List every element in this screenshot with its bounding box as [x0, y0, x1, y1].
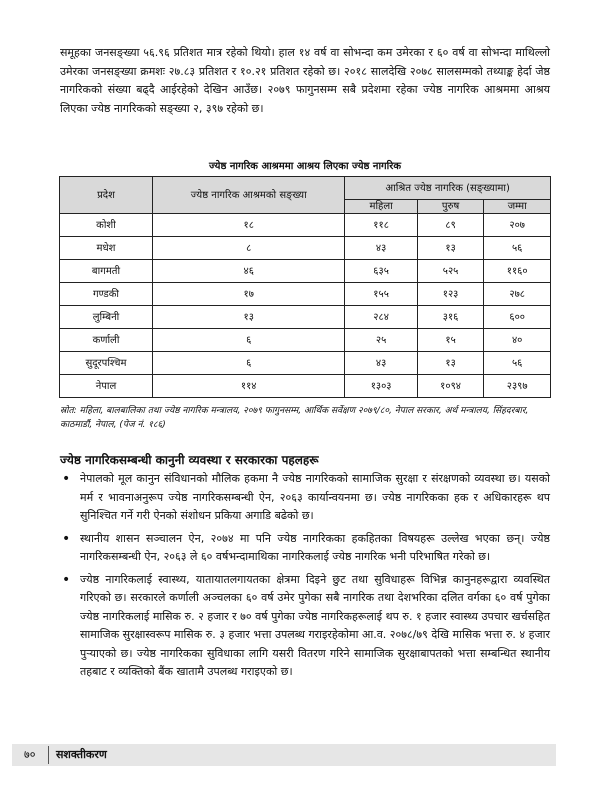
cell-total: ५६ [484, 352, 551, 375]
cell-female: १५५ [345, 283, 417, 306]
table-row [60, 214, 551, 237]
cell-ashrams: ६ [153, 352, 345, 375]
table-row [60, 260, 551, 283]
cell-female: ६३५ [345, 260, 417, 283]
table-row [60, 306, 551, 329]
intro-paragraph: समूहका जनसङ्ख्या ५६.९६ प्रतिशत मात्र रहेको थियो। हाल १४ वर्ष वा सोभन्दा कम उमेरका र ६० वर्ष वा सोभन्दा माथिल्लो उमेरका जनसङ्ख्या क्रमशः २७.८३ प्रतिशत र १०.२१ प्रतिशत रहेको छ। २०१८ सालदेखि २०७८ सालसम्मको तथ्याङ्क हेर्दा जेष्ठ नागरिकको संख्या बढ्दै आईरहेको देखिन आउँछ। २०७९ फागुनसम्म सबै प्रदेशमा रहेका ज्येष्ठ नागरिक आश्रममा आश्रय लिएका ज्येष्ठ नागरिकको सङ्ख्या २, ३९७ रहेको छ। [60, 46, 550, 115]
cell-province: सुदूरपश्चिम [60, 352, 153, 375]
section-heading: ज्येष्ठ नागरिकसम्बन्धी कानुनी व्यवस्था र सरकारका पहलहरू [60, 453, 319, 467]
bullet-icon: • [62, 471, 71, 487]
cell-province: गण्डकी [60, 283, 153, 306]
cell-female: ४३ [345, 352, 417, 375]
table-row [60, 237, 551, 260]
cell-province: लुम्बिनी [60, 306, 153, 329]
table-caption: ज्येष्ठ नागरिक आश्रममा आश्रय लिएका ज्येष्ठ नागरिक [208, 161, 402, 172]
header-total: जम्मा [484, 200, 551, 214]
header-male: पुरुष [417, 200, 484, 214]
list-item [60, 470, 550, 526]
table-row [60, 329, 551, 352]
cell-ashrams: १३ [153, 306, 345, 329]
cell-ashrams: ६ [153, 329, 345, 352]
cell-male: ८९ [417, 214, 484, 237]
page-footer [0, 744, 600, 766]
header-female: महिला [345, 200, 417, 214]
cell-total: २७८ [484, 283, 551, 306]
cell-female: ११८ [345, 214, 417, 237]
header-dependents: आश्रित ज्येष्ठ नागरिक (सङ्ख्यामा) [345, 177, 551, 200]
header-province: प्रदेश [60, 177, 153, 214]
cell-total: २३९७ [484, 375, 551, 398]
elderly-shelter-table [59, 176, 551, 398]
cell-female: ४३ [345, 237, 417, 260]
book-title: सशक्तीकरण [56, 748, 107, 761]
bullet-list [60, 470, 550, 686]
table-row [60, 352, 551, 375]
header-ashram-count: ज्येष्ठ नागरिक आश्रमको सङ्ख्या [153, 177, 345, 214]
cell-male: ३१६ [417, 306, 484, 329]
cell-total: ४० [484, 329, 551, 352]
cell-ashrams: १८ [153, 214, 345, 237]
cell-province: कर्णाली [60, 329, 153, 352]
cell-male: ५२५ [417, 260, 484, 283]
cell-province: बागमती [60, 260, 153, 283]
cell-male: १५ [417, 329, 484, 352]
cell-female: २८४ [345, 306, 417, 329]
cell-total: ६०० [484, 306, 551, 329]
cell-ashrams: ८ [153, 237, 345, 260]
cell-total: २०७ [484, 214, 551, 237]
cell-ashrams: ११४ [153, 375, 345, 398]
cell-male: १०९४ [417, 375, 484, 398]
cell-province: मधेश [60, 237, 153, 260]
cell-male: १३ [417, 237, 484, 260]
bullet-icon: • [62, 530, 71, 547]
cell-total: ५६ [484, 237, 551, 260]
cell-ashrams: १७ [153, 283, 345, 306]
footer-divider [48, 746, 49, 764]
cell-province: कोशी [60, 214, 153, 237]
table-row [60, 283, 551, 306]
cell-male: १२३ [417, 283, 484, 306]
cell-female: १३०३ [345, 375, 417, 398]
cell-male: १३ [417, 352, 484, 375]
cell-total: ११६० [484, 260, 551, 283]
bullet-text: ज्येष्ठ नागरिकलाई स्वास्थ्य, यातायातलगायतका क्षेत्रमा दिइने छुट तथा सुविधाहरू विभिन्न कानुनहरूद्वारा व्यवस्थित गरिएको छ। सरकारले कर्णाली अञ्चलका ६० वर्ष उमेर पुगेका सबै नागरिक तथा देशभरिका दलित वर्गका ६० वर्ष पुगेका ज्येष्ठ नागरिकलाई मासिक रु. २ हजार र ७० वर्ष पुगेका ज्येष्ठ नागरिकहरूलाई थप रु. १ हजार स्वास्थ्य उपचार खर्चसहित सामाजिक सुरक्षास्वरूप मासिक रु. ३ हजार भत्ता उपलब्ध गराइरहेकोमा आ.व. २०७८/७९ देखि मासिक भत्ता रु. ४ हजार पुर्‍याएको छ। ज्येष्ठ नागरिकका सुविधाका लागि यसरी वितरण गरिने सामाजिक सुरक्षाबापतको भत्ता सम्बन्धित स्थानीय तहबाट र व्यक्तिको बैंक खातामै उपलब्ध गराइएको छ। [80, 572, 550, 678]
cell-ashrams: ४६ [153, 260, 345, 283]
bullet-text: स्थानीय शासन सञ्चालन ऐन, २०७४ मा पनि ज्येष्ठ नागरिकका हकहितका विषयहरू उल्लेख भएका छन्। ज्येष्ठ नागरिकसम्बन्धी ऐन, २०६३ ले ६० वर्षभन्दामाथिका नागरिकलाई ज्येष्ठ नागरिक भनी परिभाषित गरेको छ। [80, 531, 550, 563]
page-number: ७० [24, 748, 36, 761]
table-row-total [60, 375, 551, 398]
list-item [60, 530, 550, 567]
source-note: स्रोत: महिला, बालबालिका तथा ज्येष्ठ नागरिक मन्त्रालय, २०७९ फागुनसम्म, आर्थिक सर्वेक्षण २०७९/८०, नेपाल सरकार, अर्थ मन्त्रालय, सिंहदरबार, काठमाडौं, नेपाल, (पेज नं. १८६) [60, 406, 529, 430]
cell-province: नेपाल [60, 375, 153, 398]
list-item [60, 571, 550, 682]
bullet-text: नेपालको मूल कानुन संविधानको मौलिक हकमा नै ज्येष्ठ नागरिकको सामाजिक सुरक्षा र संरक्षणको व्यवस्था छ। यसको मर्म र भावनाअनुरूप ज्येष्ठ नागरिकसम्बन्धी ऐन, २०६३ कार्यान्वयनमा छ। ज्येष्ठ नागरिकका हक र अधिकारहरू थप सुनिश्चित गर्ने गरी ऐनको संशोधन प्रकिया अगाडि बढेको छ। [80, 472, 550, 522]
cell-female: २५ [345, 329, 417, 352]
bullet-icon: • [62, 571, 71, 588]
